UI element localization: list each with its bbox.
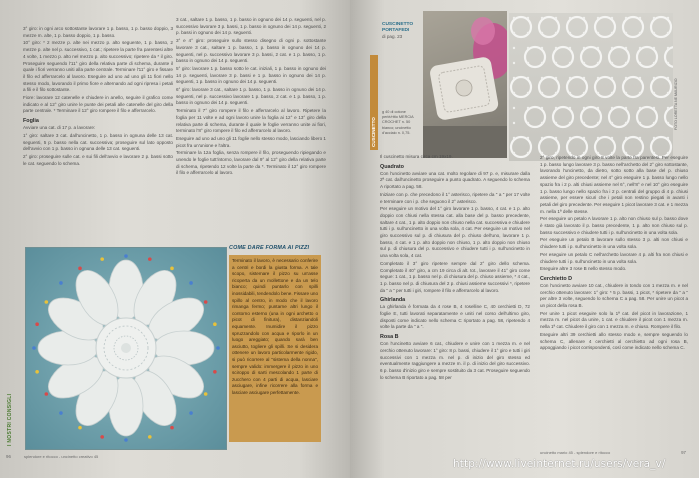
watermark-url: http://www.liveinternet.ru/users/vera_v/	[453, 458, 666, 470]
lace-stitch	[653, 47, 655, 49]
lace-stitch	[625, 77, 627, 79]
photo-credit	[674, 60, 682, 130]
lace-stitch	[583, 77, 585, 79]
lace-stitch	[639, 47, 641, 49]
lace-stitch	[639, 122, 641, 124]
lace-stitch	[597, 47, 599, 49]
lace-stitch	[527, 47, 529, 49]
lace-stitch	[639, 77, 641, 79]
footer-text: uncinetto mario 45 - splendore e ritocco	[540, 450, 611, 455]
lace-stitch	[541, 137, 543, 139]
lace-stitch	[667, 17, 669, 19]
pin-head	[32, 346, 36, 350]
lace-stitch	[541, 152, 543, 154]
lace-stitch	[583, 32, 585, 34]
lace-stitch	[639, 62, 641, 64]
left-footer	[6, 454, 326, 462]
paragraph: Terminato il 7° giro rompere il filo e afferrarcelo al lavoro. Ripetere la foglia per 11 volte e ad ogni lavoro unire la foglia ai 12° e 13° giro della relativa parte di schema, durante il quale le foglie verranno unite ai fiori, terminato l'8° giro rompere il filo ed afferrarcelo al lavoro.	[176, 108, 326, 134]
paragraph: Con l'uncinetto avviare 6 cat., chiudere e unire con 1 mezza m. e nel cerchio ottenuto lavorare: 1° giro: 8 p. bassi, chiudere il 1° giro e tutti i giri successivi con 1 mezza m. nel p. di inizio del giro stesso ed eventualmente raggiungere a mezze m. il p. di inizio del giro successivo. 6 p. basso d'inizio giro e sempre sostituito da 3 cat. Proseguire seguendo lo schema B riportato a pag. 58 per	[380, 341, 530, 380]
lace-stitch	[555, 137, 557, 139]
paragraph: 1° giro: saltare 3 cat. dall'uncinetto, 1 p. basso in ognuna delle 13 cat. seguenti, 5 p. basso nella cat. successiva; proseguire sul lato opposto dell'avvio con 1 p. basso in ognuna delle 13 cat. seguenti.	[23, 132, 173, 152]
page-number: 96	[6, 454, 11, 459]
lace-stitch	[667, 137, 669, 139]
pin-head	[35, 370, 39, 374]
section-tab-label: I NOSTRI CONSIGLI	[7, 393, 13, 446]
lace-stitch	[583, 17, 585, 19]
lace-stitch	[583, 107, 585, 109]
section-tab-cuscinetto	[370, 55, 378, 150]
lace-stitch	[611, 62, 613, 64]
lace-stitch	[597, 77, 599, 79]
lace-stitch	[569, 77, 571, 79]
lace-stitch	[639, 92, 641, 94]
lace-stitch	[527, 62, 529, 64]
lace-stitch	[541, 107, 543, 109]
pin-head	[100, 435, 104, 439]
doily-photo	[25, 247, 227, 450]
lace-stitch	[527, 17, 529, 19]
lace-stitch	[611, 92, 613, 94]
paragraph: 5° giro: lavorare 1 p. basso sotto le cat. iniziali, 1 p. basso in ognuno dei 14 p. seguenti, lavorare 3 p. bassi e 1 p. basso in ognuno dei 14 p. seguenti, 1 p. basso in ognuno dei 14 p. seguenti.	[176, 65, 326, 85]
photo-credit-text: FOTO LORETTA NE MAURIZIO	[674, 78, 678, 130]
lace-stitch	[597, 122, 599, 124]
section-heading-quadrato: Quadrato	[380, 163, 404, 170]
lace-stitch	[611, 107, 613, 109]
lace-stitch	[541, 17, 543, 19]
lace-ring	[665, 107, 673, 127]
lace-stitch	[513, 122, 515, 124]
lace-stitch	[527, 107, 529, 109]
section-tab-label: CUSCINETTO	[371, 117, 376, 147]
lace-stitch	[611, 122, 613, 124]
lace-stitch	[583, 122, 585, 124]
lace-stitch	[583, 62, 585, 64]
pin-head	[204, 392, 208, 396]
paragraph: Per eseguire un petalo B lavorare sullo stesso 3 p. alti non chiusi e chiudere tutti i p. sull'uncinetto in una volta sola.	[540, 237, 688, 250]
lace-stitch	[625, 107, 627, 109]
pin-head	[124, 438, 128, 442]
lace-stitch	[527, 92, 529, 94]
lace-stitch	[555, 122, 557, 124]
lace-stitch	[667, 77, 669, 79]
lace-stitch	[667, 122, 669, 124]
lace-stitch	[513, 92, 515, 94]
lace-stitch	[653, 32, 655, 34]
paragraph: La ghirlanda è formata da 4 rose B, 4 roselline C, 40 cerchietti D, 72 foglie E, tutti lavorati separatamente e uniti nel corso dell'ultimo giro, disposti come indicato nello schema C riportato a pag. 58, ripetendo 4 volte la parte da " a ".	[380, 304, 530, 330]
pin-head	[100, 257, 104, 261]
lace-stitch	[611, 17, 613, 19]
paragraph: Completato il 3° giro ripetere sempre dal 2° giro dello schema. Completato il 40° giro, a cm 19 circa di alt. tot., lavorare il 41° giro come segue: 1 cat., 1 p. basso nel p. di chiusura del p. chiuso assieme, * 4 cat., 1 p. basso nel p. di chiusura del 2 p. chiusi assieme successivi *, ripetere da " a " per tutti i giri, rompere il filo e afferrarcelo al lavoro.	[380, 260, 530, 293]
pin-head	[170, 267, 174, 271]
lace-stitch	[639, 107, 641, 109]
left-column-1	[23, 26, 173, 168]
lace-stitch	[513, 62, 515, 64]
paragraph: Con l'uncinetto avviare 10 cat., chiudere in tondo con 1 mezza m. e nel cerchio ottenuto lavorare: 1° giro: * 5 p. bassi, 1 picot, * ripetere da " a " per altre 3 volte, seguendo lo schema C a pag. 58. Per unire un picot a un picot della rosa B.	[540, 282, 688, 309]
lace-stitch	[653, 17, 655, 19]
lace-stitch	[555, 32, 557, 34]
pin-head	[170, 426, 174, 430]
lace-stitch	[583, 137, 585, 139]
lace-stitch	[555, 17, 557, 19]
lace-stitch	[667, 62, 669, 64]
right-column-2	[540, 155, 688, 353]
lace-stitch	[541, 47, 543, 49]
lace-stitch	[513, 17, 515, 19]
pin-head	[204, 300, 208, 304]
pin-head	[213, 370, 217, 374]
pin-head	[59, 281, 63, 285]
pin-head	[59, 411, 63, 415]
lace-stitch	[611, 77, 613, 79]
tip-box-title: COME DARE FORMA AI PIZZI	[229, 245, 310, 251]
lace-stitch	[555, 92, 557, 94]
lace-stitch	[597, 92, 599, 94]
paragraph: Per eseguire un motivo del 1° giro lavorare 1 p. basso, 4 cat. e 1 p. alto doppio con chiusi nella stessa cat. alla base del p. basso precedente, saltare 4 cat., 1 p. alto doppio non chiuso nella cat. successiva e chiudere tutti i p. sull'uncinetto in una volta sola, 4 cat. Per eseguire un motivo nel giro successivo sul p. di chiusura del p. chiuso dell'uno, lavorare 1 p. basso, 4 cat. e 1 p. alto doppio non chiuso, 1 p. alto doppio non chiuso sul p. di chiusura del p. successivo e chiudere tutti i p. sull'uncinetto in una volta sola, 4 cat.	[380, 206, 530, 259]
lace-stitch	[569, 137, 571, 139]
lace-stitch	[625, 17, 627, 19]
lace-stitch	[625, 47, 627, 49]
lace-stitch	[555, 152, 557, 154]
lace-stitch	[569, 17, 571, 19]
left-column-2	[176, 17, 326, 178]
lace-stitch	[653, 107, 655, 109]
lace-stitch	[541, 62, 543, 64]
lace-stitch	[639, 137, 641, 139]
lace-stitch	[667, 47, 669, 49]
lace-stitch	[667, 92, 669, 94]
lace-stitch	[583, 92, 585, 94]
caption-title: CUSCINETTO PORTAFEDI	[382, 22, 414, 33]
lace-stitch	[583, 47, 585, 49]
lace-stitch	[639, 152, 641, 154]
paragraph: 3° giro: in ogni arco sottostante lavorare 1 p. basso, 1 p. basso doppio, 3 mezze m. alte, 1 p. basso doppio, 1 p. basso.	[23, 26, 173, 38]
paragraph: Iniziare con p. che precedono il 1° asterisco, ripetere da " a " per 17 volte e terminare con i p. che seguono il 2° asterisco.	[380, 191, 530, 204]
pin-head	[148, 257, 152, 261]
section-tab-consigli	[6, 366, 15, 446]
paragraph: Per eseguire un petalo C nell'archetto lavorare 4 p. alti fra non chiusi e chiudere tutti i p. sull'uncinetto in una volta sola.	[540, 251, 688, 264]
lace-stitch	[653, 137, 655, 139]
lace-stitch	[667, 107, 669, 109]
paragraph: Il cuscinetto misura circa cm 19x19.	[380, 154, 453, 159]
lace-stitch	[597, 107, 599, 109]
paragraph: Terminare la 12a foglia, senza rompere il filo, proseguendo ripiegando e unendo le foglie tutt'intorno, lavorare dal 9° al 12° giro della relativa parte di schema, ripetendo 12 volte la parte da *. Terminato il 12° giro rompere il filo e afferrarcelo al lavoro.	[176, 150, 326, 176]
paragraph: 2° giro: proseguire sulle cat. e sui fili dell'avvio e lavorare 2 p. bassi sotto le cat. seguendo lo schema.	[23, 153, 173, 166]
lace-stitch	[513, 137, 515, 139]
lace-stitch	[569, 32, 571, 34]
lace-stitch	[597, 152, 599, 154]
lace-stitch	[513, 47, 515, 49]
lace-stitch	[541, 122, 543, 124]
lace-ring	[665, 47, 673, 67]
lace-stitch	[625, 137, 627, 139]
caption-page-ref: di pag. 23	[382, 34, 403, 39]
pin-head	[45, 300, 49, 304]
lace-stitch	[639, 32, 641, 34]
lace-stitch	[611, 137, 613, 139]
lace-stitch	[597, 62, 599, 64]
pin-head	[213, 322, 217, 326]
lace-stitch	[569, 47, 571, 49]
right-column-1	[380, 154, 530, 382]
page-number: 97	[681, 450, 686, 455]
lace-stitch	[653, 77, 655, 79]
pin-head	[78, 267, 82, 271]
paragraph: Fiore: lavorare 12 catenelle e chiudere in anello, seguire il grafico come indicato e al 12° giro unire le punte dei petali alle catenelle del giro della parte centrale. * Terminare il 12° giro rompere il filo e afferrarcelo.	[23, 95, 173, 114]
section-heading-ghirlanda: Ghirlanda	[380, 297, 406, 304]
lace-stitch	[625, 152, 627, 154]
lace-illustration	[509, 13, 673, 161]
lace-closeup-photo	[509, 13, 673, 161]
lace-stitch	[583, 152, 585, 154]
doily-illustration	[26, 248, 226, 449]
lace-stitch	[527, 77, 529, 79]
paragraph: Eseguire altri 39 cerchietti allo stesso modo e, sempre seguendo lo schema C, allenare 4 cerchietti al cerchietto ad ogni rosa B, appoggiando i picot corrispondenti, così come indicato nello schema C.	[540, 331, 688, 351]
lace-stitch	[555, 62, 557, 64]
paragraph: Per eseguire un petalo A lavorare 1 p. alto non chiuso sul p. basso dove è stato già lavorato il p. basso precedente, 1 p. alto non chiuso sul p. basso successivo e chiudere tutti i p. sull'uncinetto in una volta sola.	[540, 216, 688, 235]
lace-stitch	[527, 137, 529, 139]
pin-head	[189, 411, 193, 415]
lace-stitch	[653, 122, 655, 124]
pin-head	[216, 346, 220, 350]
lace-stitch	[555, 107, 557, 109]
paragraph: 3 cat., saltare 1 p. basso, 1 p. basso in ognuno dei 14 p. seguenti, nel p. successivo lavorare 3 p. bassi, 1 p. basso in ognuno dei 14 p. seguenti, 2 p. bassi in ognuno dei 14 p. seguenti.	[176, 17, 326, 36]
lace-stitch	[597, 137, 599, 139]
pin-head	[45, 392, 49, 396]
section-heading-cerchietto: Cerchietto D	[540, 275, 573, 282]
lace-stitch	[569, 152, 571, 154]
paragraph: 6° giro: lavorare 3 cat., saltare 1 p. basso, 1 p. basso in ognuno dei 14 p. seguenti, nel p. successivo lavorare 1 p. basso, 2 cat. e 1 p. basso, 1 p. basso in ognuno dei 14 p. seguenti.	[176, 87, 326, 106]
lace-stitch	[653, 62, 655, 64]
paragraph: Con l'uncinetto avviare una cat. molto regolare di 97 p. e, misurare dalla 2ª cat. dall'uncinetto proseguire a punto quadrato. A seguendo lo schema A riportato a pag. 58.	[380, 170, 530, 190]
pin-head	[78, 426, 82, 430]
lace-stitch	[527, 32, 529, 34]
lace-stitch	[653, 92, 655, 94]
lace-stitch	[569, 107, 571, 109]
paragraph: Eseguire ad uno ad uno gli 11 foglie nello stesso modo, lasciando libero 1 picot fra un'unione e l'altra.	[176, 135, 326, 148]
lace-stitch	[611, 47, 613, 49]
lace-stitch	[611, 32, 613, 34]
lace-stitch	[667, 32, 669, 34]
section-heading-rosa: Rosa B	[380, 334, 399, 341]
lace-stitch	[541, 32, 543, 34]
paragraph: 2° giro, ripetendo in ogni giro 8 volte la parte fra parentesi. Per eseguire 1 p. basso lungo lavorare 3 p. basso nell'archetto del 2° giro sottostante, lavorando l'uncinetto, da dietro, sotto sotto alla base del p. chiuso assieme del giro precedente; nel 4° giro eseguire 1 p. basso lungo nello spazio fra i 2 p. alti chiusi assieme nel 6°, nell'8° e nel 10° giro eseguire 1 p. basso lungo nello spazio fra i 2 p. centrali del gruppo di 4 p. chiusi assieme, per essere sicuri che i petali non restino piegati in avanti i petali del giro precedente. Per eseguire 1 picot lavorare 3 cat. e 1 mezza m. nella 1ª delle stesse.	[540, 155, 688, 214]
lace-stitch	[513, 77, 515, 79]
pin-head	[189, 281, 193, 285]
lace-stitch	[625, 122, 627, 124]
pin-head	[35, 322, 39, 326]
pillow-photo	[423, 11, 507, 158]
lace-stitch	[555, 77, 557, 79]
lace-stitch	[569, 122, 571, 124]
footer-text: splendore e ritocco - uncinetto creativo 45	[24, 454, 99, 459]
paragraph: 3° e 4° giro: proseguire sullo stesso disegno di ogni p. sottostante lavorare 3 cat., saltare 1 p. basso, 1 p. basso in ognuno dei 14 p. seguenti, nel p. successivo lavorare 3 p. bassi, 2 cat. e 1 p. basso, 1 p. basso in ognuno dei 14 p. seguenti.	[176, 38, 326, 64]
pillow-illustration	[423, 11, 507, 158]
right-footer	[540, 450, 690, 458]
paragraph: Per unire 1 picot eseguire solo la 1ª cat. del picot in lavorazione, 1 mezza m. nel picot da unire, 1 cat. e chiudere il picot con 1 mezza m. nella 1ª cat. Chiudere il giro con 1 mezza m. e chiuso. Rompere il filo.	[540, 310, 688, 330]
lace-stitch	[667, 152, 669, 154]
tip-box: Terminato il lavoro, è necessario conferire a centri e bordi la giusta forma. A tale scopo, sistemare il pizzo su un'asse ricoperta da un mollettone e da un telo bianco; quindi puntarlo con spilli inossidabili, tendendolo bene. Fissare uno spillo al centro, in modo che il lavoro rimanga fermo; puntarne altri lungo il contorno esterno (una in ogni archetto o picot di finitura), distanziandoli equamente. Inumidire il pizzo spruzzandolo con acqua e riporlo in un luogo areggiato; quando sarà ben asciutto, togliere gli spilli. Se si desidera ottenere un lavoro particolarmente rigido, si può ricorrere al "sistema della nonna", sempre valido: immergere il pizzo in uno sciroppo di sarti mescolando 1 parte di zucchero con 4 parti di acqua, lasciare asciugare, infine ricorrere alla forma e lasciare asciugare perfettamente.	[229, 255, 321, 442]
lace-stitch	[597, 32, 599, 34]
lace-stitch	[541, 92, 543, 94]
lace-stitch	[625, 92, 627, 94]
lace-stitch	[513, 107, 515, 109]
caption-materials: g 40 di cotone perlé/ritto MERCIA CROCHET n. 50 bianco; uncinetto d'acciaio n. 0,75.	[382, 110, 414, 135]
lace-stitch	[569, 92, 571, 94]
lace-stitch	[555, 47, 557, 49]
lace-stitch	[625, 62, 627, 64]
lace-stitch	[541, 77, 543, 79]
lace-stitch	[639, 17, 641, 19]
lace-stitch	[611, 152, 613, 154]
paragraph: Eseguire altre 3 rose B nello stesso modo.	[540, 266, 627, 272]
lace-stitch	[653, 152, 655, 154]
paragraph: Avviare una cat. di 17 p. a lavorare:	[23, 125, 96, 131]
lace-stitch	[625, 32, 627, 34]
lace-stitch	[527, 122, 529, 124]
pin-head	[148, 435, 152, 439]
lace-stitch	[597, 17, 599, 19]
pin-head	[124, 254, 128, 258]
lace-stitch	[569, 62, 571, 64]
lace-stitch	[513, 32, 515, 34]
paragraph: 10° giro: * 2 mezze p. alte nei mezzo p. alto seguente, 1 p. basso, 2 mezze p. alte nel p. successivo, 1 cat.; ripetere la parte fra parentesi altre 4 volte, 1 mezzo p. alto nel mezzo p. alto successivo; ripetere da * il giro. Proseguire seguendo l'11° giro della relativa parte di schema, durante il quale i fiori verranno uniti alla parte centrale. Terminare l'11° giro e fissare il filo ed afferrarcelo al lavoro. Eseguire ad uno ad uno gli 11 fiori nello stesso modo, lavorando il primo fiore e alternando ad ogni ripresa i petali a fili e il filo sottostante.	[23, 40, 173, 93]
section-heading-foglia: Foglia	[23, 118, 39, 125]
